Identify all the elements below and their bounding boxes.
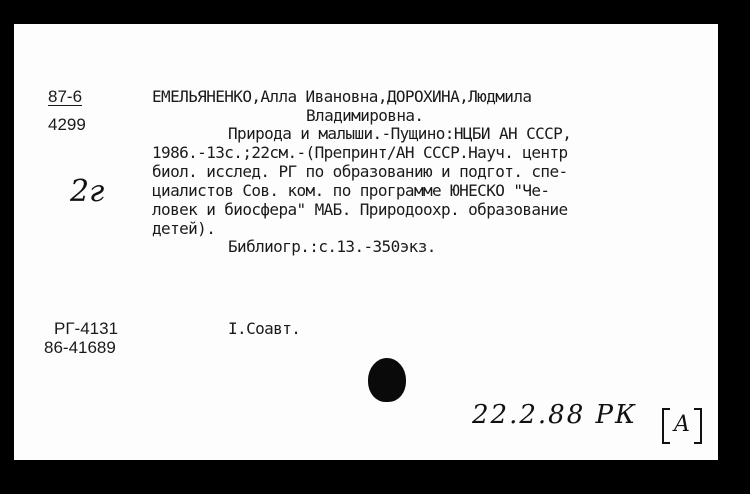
body-line-3: биол. исслед. РГ по образованию и подгот. спе- — [152, 162, 568, 181]
boxed-letter-text: А — [673, 412, 691, 437]
handwritten-mark: 2г — [70, 174, 105, 209]
call-number: 87-6 — [48, 87, 83, 106]
body-line-2: 1986.-13с.;22см.-(Препринт/АН СССР.Науч. центр — [152, 143, 568, 162]
inventory-number: 4299 — [48, 115, 86, 134]
body-line-5: ловек и биосфера" МАБ. Природоохр. образование — [152, 200, 568, 219]
handwritten-date: 22.2.88 РК — [472, 400, 638, 430]
heading-authors-cont: Владимировна. — [306, 106, 424, 125]
body-line-4: циалистов Сов. ком. по программе ЮНЕСКО "Че- — [152, 181, 550, 200]
body-line-6: детей). — [152, 219, 216, 238]
series-code: РГ-4131 — [54, 319, 119, 338]
bibliography-note: Библиогр.:с.13.-350экз. — [228, 237, 436, 256]
boxed-letter — [662, 406, 702, 444]
registration-number: 86-41689 — [44, 338, 116, 357]
punch-hole — [368, 358, 406, 402]
body-line-1: Природа и малыши.-Пущино:НЦБИ АН СССР, — [228, 124, 572, 143]
heading-authors: ЕМЕЛЬЯНЕНКО,Алла Ивановна,ДОРОХИНА,Людмила — [152, 87, 532, 106]
tracing: I.Соавт. — [228, 319, 301, 338]
catalog-card — [14, 24, 718, 460]
